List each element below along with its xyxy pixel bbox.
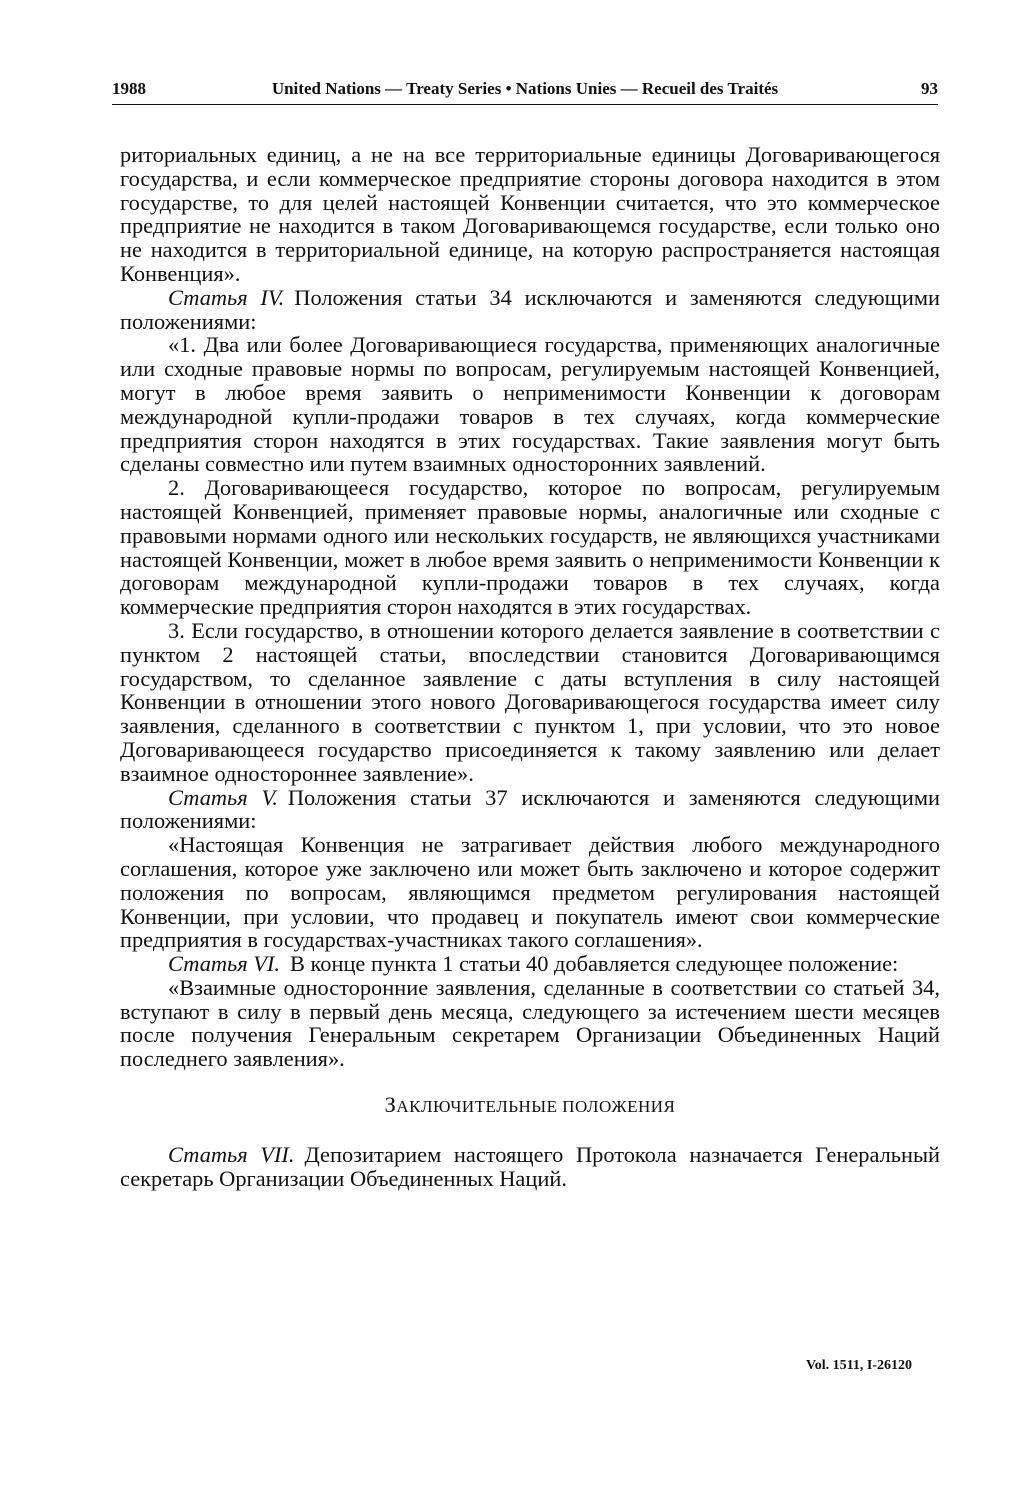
header-year: 1988 (112, 79, 146, 98)
article-iv-text: Положения статьи 34 исключаются и заменяются следующими положениями: (120, 284, 940, 334)
article-iv-point-2: 2. Договаривающееся государство, которое по вопросам, регулируемым настоящей Конвенцией, применяет правовые нормы, аналогичные или сходные с правовыми нормами одного или нескольких государств, не являющихся участниками настоящей Конвенции, может в любое время заявить о неприменимости Конвенции к договорам международной купли-продажи товаров в тех случаях, когда коммерческие предприятия сторон находятся в этих государствах. (120, 475, 940, 620)
section-heading-initial: З (384, 1092, 397, 1118)
article-iv (120, 286, 940, 334)
article-vii (120, 1143, 940, 1191)
section-heading-rest: АКЛЮЧИТЕЛЬНЫЕ ПОЛОЖЕНИЯ (396, 1097, 676, 1117)
document-body (120, 143, 940, 1190)
article-vi-quote: «Взаимные односторонние заявления, сделанные в соответствии со статьей 34, вступают в силу в первый день месяца, следующего за истечением шести месяцев после получения Генеральным секретарем Организации Объединенных Наций последнего заявления». (120, 974, 940, 1072)
article-vi-label: Статья VI. (168, 951, 280, 977)
article-vi-text: В конце пункта 1 статьи 40 добавляется следующее положение: (290, 951, 899, 977)
article-vii-text: Депозитарием настоящего Протокола назначается Генеральный секретарь Организации Объединенных Наций. (120, 1141, 940, 1191)
article-vii-label: Статья VII. (168, 1141, 295, 1167)
article-v (120, 786, 940, 834)
article-vi (120, 952, 940, 976)
article-v-quote: «Настоящая Конвенция не затрагивает действия любого международного соглашения, которое уже заключено или может быть заключено и которое содержит положения по вопросам, являющимся предметом регулирования настоящей Конвенции, при условии, что продавец и покупатель имеют свои коммерческие предприятия в государствах-участниках такого соглашения». (120, 832, 940, 953)
running-header (112, 78, 938, 105)
article-iv-point-3: 3. Если государство, в отношении которого делается заявление в соответствии с пунктом 2 настоящей статьи, впоследствии становится Договаривающимся государством, то сделанное заявление с даты вступления в силу настоящей Конвенции в отношении этого нового Договаривающегося государства имеет силу заявления, сделанного в соответствии с пунктом 1, при условии, что это новое Договаривающееся государство присоединяется к такому заявлению или делает взаимное одностороннее заявление». (120, 617, 940, 786)
volume-reference: Vol. 1511, I-26120 (805, 1358, 912, 1373)
article-v-label: Статья V. (168, 784, 278, 810)
header-title: United Nations — Treaty Series • Nations Unies — Recueil des Traités (271, 79, 779, 98)
article-iv-point-1: «1. Два или более Договаривающиеся государства, применяющих аналогичные или сходные правовые нормы по вопросам, регулируемым настоящей Конвенцией, могут в любое время заявить о неприменимости Конвенции к договорам международной купли-продажи товаров в тех случаях, когда коммерческие предприятия сторон находятся в этих государствах. Такие заявления могут быть сделаны совместно или путем взаимных односторонних заявлений. (120, 332, 940, 477)
article-v-text: Положения статьи 37 исключаются и заменяются следующими положениями: (120, 784, 940, 834)
section-heading (120, 1093, 940, 1119)
article-iv-label: Статья IV. (168, 284, 285, 310)
page-number: 93 (921, 79, 938, 98)
paragraph-continuation: риториальных единиц, а не на все территориальные единицы Договаривающегося государства, и если коммерческое предприятие стороны договора находится в этом государстве, то для целей настоящей Конвенции считается, что это коммерческое предприятие не находится в таком Договаривающемся государстве, если только оно не находится в территориальной единице, на которую распространяется настоящая Конвенция». (120, 142, 940, 286)
